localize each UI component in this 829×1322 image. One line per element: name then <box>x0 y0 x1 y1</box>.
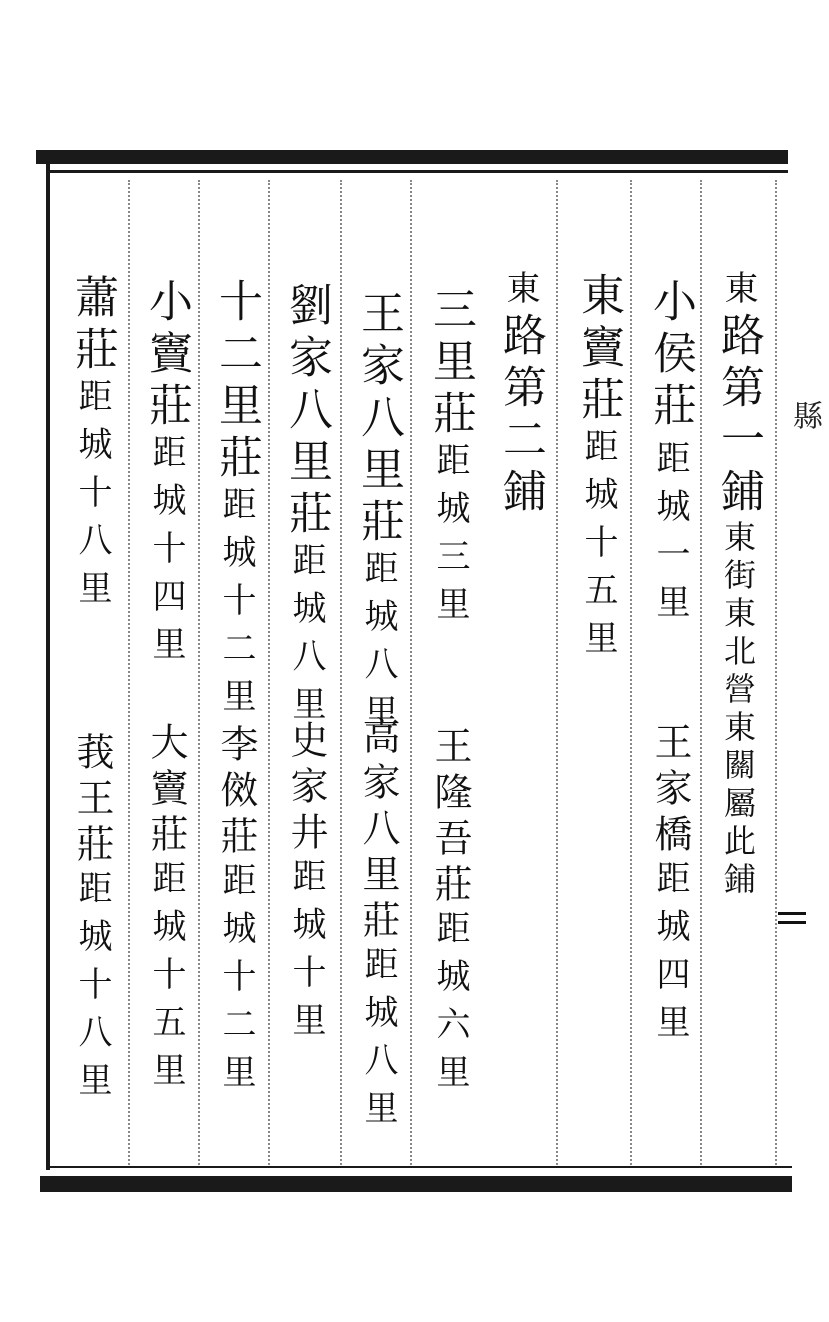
column-divider <box>128 180 130 1165</box>
left-border-rule <box>46 160 50 1170</box>
entry-column-7 <box>281 282 332 734</box>
column-divider <box>775 180 777 1165</box>
column-second-head: 王隆吾莊 <box>428 726 472 910</box>
column-second-head: 莪王莊 <box>70 732 114 870</box>
column-second-rest: 距城八里 <box>358 946 398 1138</box>
entry-column-10b <box>70 732 114 1110</box>
entry-column-10 <box>67 274 118 618</box>
column-divider <box>630 180 632 1165</box>
margin-stub-text: 縣 <box>787 400 822 430</box>
column-head: 劉家八里莊 <box>281 282 332 542</box>
column-second-rest: 距城四里 <box>650 860 690 1052</box>
column-head: 王家八里莊 <box>353 290 404 550</box>
column-head: 蕭莊 <box>67 274 118 378</box>
entry-column-5 <box>425 286 476 634</box>
column-second-rest: 距城十五里 <box>146 860 186 1100</box>
column-rest: 距城十四里 <box>146 434 186 674</box>
column-second-rest: 距城六里 <box>430 910 470 1102</box>
column-second-rest: 距城十二里 <box>216 862 256 1102</box>
column-rest: 距城十二里 <box>216 486 256 726</box>
column-head: 小侯莊 <box>645 278 696 434</box>
column-note: 東街東北營東關屬此鋪 <box>719 520 757 900</box>
entry-column-2 <box>645 278 696 632</box>
entry-column-8 <box>211 278 262 726</box>
column-rest: 路第二鋪 <box>495 312 546 520</box>
entry-column-2b <box>648 722 692 1052</box>
top-inner-rule <box>48 170 788 173</box>
entry-column-5b <box>428 726 472 1102</box>
column-divider <box>340 180 342 1165</box>
column-head: 三里莊 <box>425 286 476 442</box>
column-second-head: 史家井 <box>284 720 328 858</box>
entry-column-9b <box>144 722 188 1100</box>
entry-column-1 <box>713 270 764 900</box>
page-number-mark <box>778 912 808 926</box>
column-rest: 路第一鋪 <box>713 312 764 520</box>
entry-column-6b <box>356 716 400 1138</box>
column-divider <box>268 180 270 1165</box>
column-second-head: 高家八里莊 <box>356 716 400 946</box>
column-second-head: 王家橋 <box>648 722 692 860</box>
entry-column-9 <box>141 278 192 674</box>
column-rest: 距城十八里 <box>72 378 112 618</box>
column-rest: 距城八里 <box>358 550 398 742</box>
column-head: 十二里莊 <box>211 278 262 486</box>
column-rest: 距城三里 <box>430 442 470 634</box>
column-second-head: 李傚莊 <box>214 724 258 862</box>
column-second-head: 大竇莊 <box>144 722 188 860</box>
column-divider <box>198 180 200 1165</box>
top-border-rule <box>36 150 788 164</box>
entry-column-8b <box>214 724 258 1102</box>
entry-column-6 <box>353 290 404 742</box>
entry-column-7b <box>284 720 328 1050</box>
column-rest: 距城八里 <box>286 542 326 734</box>
entry-column-3 <box>573 272 624 668</box>
bottom-inner-rule <box>48 1166 792 1168</box>
column-rest: 距城十五里 <box>578 428 618 668</box>
column-rest: 距城一里 <box>650 440 690 632</box>
column-divider <box>410 180 412 1165</box>
column-head: 小竇莊 <box>141 278 192 434</box>
column-head: 東 <box>500 270 540 312</box>
column-head: 東竇莊 <box>573 272 624 428</box>
column-divider <box>556 180 558 1165</box>
bottom-border-rule <box>40 1176 792 1192</box>
entry-column-4 <box>495 270 546 520</box>
column-head: 東 <box>718 270 758 312</box>
column-second-rest: 距城十八里 <box>72 870 112 1110</box>
column-divider <box>700 180 702 1165</box>
column-second-rest: 距城十里 <box>286 858 326 1050</box>
